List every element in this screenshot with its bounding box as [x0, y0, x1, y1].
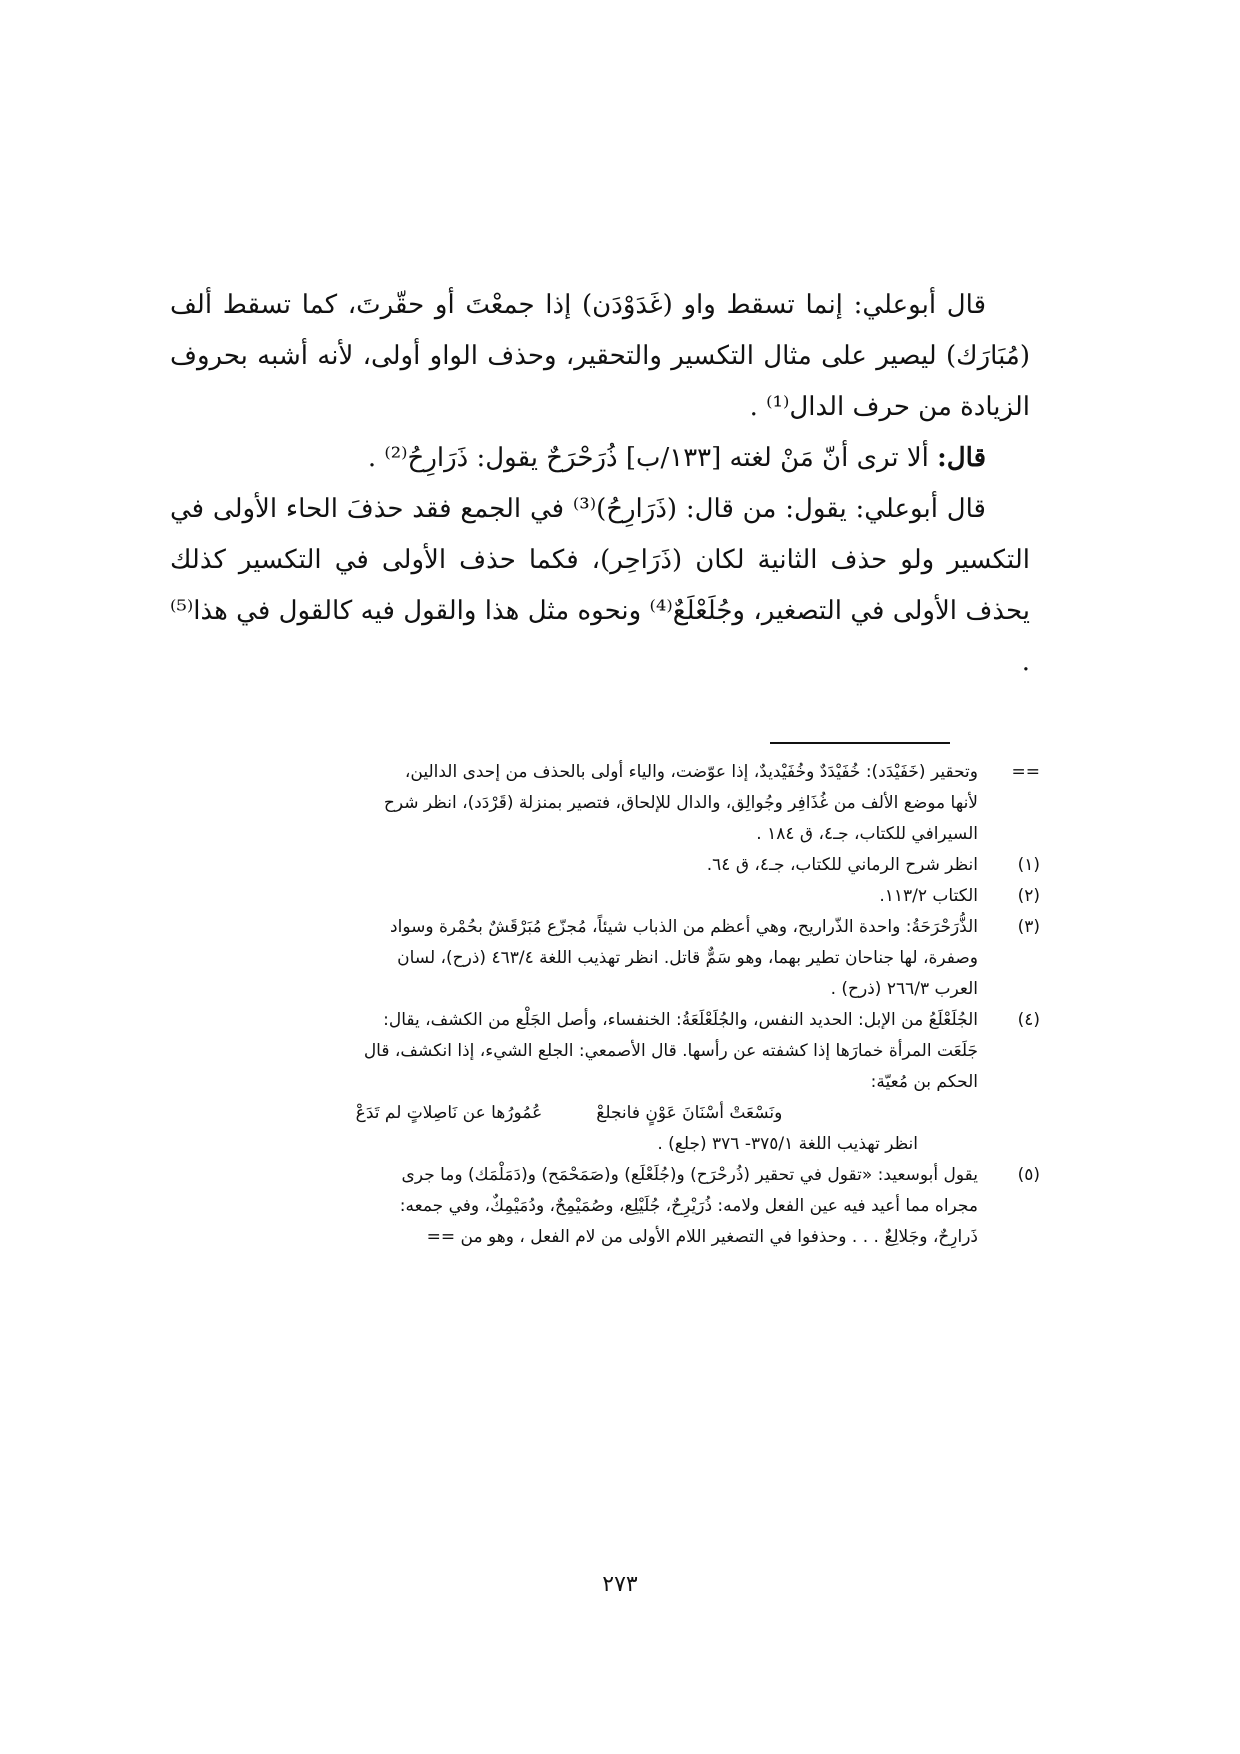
page-number: ٢٧٣ — [602, 1572, 638, 1597]
continuation-marker: == — [1011, 762, 1040, 782]
footnote-body — [160, 1160, 978, 1253]
footnote-line: الذُّرَحْرَحَةُ: واحدة الذّراريح، وهي أعظم من الذباب شيئاً، مُجزّع مُبَرْقَشٌ بحُمْرة وسواد — [390, 917, 978, 937]
footnote-line: وتحقير (خَفَيْدَد): خُفَيْدَدٌ وخُفَيْديدٌ، إذا عوّضت، والياء أولى بالحذف من إحدى الدالين، — [404, 762, 978, 782]
footnote-number: (٢) — [1017, 886, 1040, 906]
footnote-line: جَلَعَت المرأة خمارَها إذا كشفته عن رأسها. قال الأصمعي: الجلع الشيء، إذا انكشف، قال — [363, 1041, 978, 1061]
footnote-body — [160, 881, 978, 912]
main-body-text — [170, 280, 1030, 688]
footnote-line: الكتاب ١١٣/٢. — [879, 886, 978, 906]
footnote-number: (١) — [1017, 855, 1040, 875]
paragraph-text: قال أبوعلي: إنما تسقط واو (غَدَوْدَن) إذا جمعْتَ أو حقّرتَ، كما تسقط ألف (مُبَارَك) ليصير على مثال التكسير والتحقير، وحذف الواو أولى، لأنه أشبه بحروف الزيادة من حرف الدال⁽¹⁾ . — [170, 290, 1030, 422]
paragraph-lead: قال: — [937, 443, 986, 473]
poetry-verse — [160, 1098, 978, 1129]
footnote-body — [160, 1005, 978, 1160]
paragraph-text: ألا ترى أنّ مَنْ لغته [١٣٣/ب] ذُرَحْرَحٌ يقول: ذَرَارِحُ⁽²⁾ . — [367, 443, 938, 473]
footnote-line: وصفرة، لها جناحان تطير بهما، وهو سَمٌّ قاتل. انظر تهذيب اللغة ٤٦٣/٤ (ذرح)، لسان — [397, 948, 978, 968]
footnote-number: (٣) — [1017, 917, 1040, 937]
footnote-separator — [770, 742, 950, 744]
paragraph-1 — [170, 280, 1030, 433]
footnote-body — [160, 912, 978, 1005]
footnote-line: الجُلَعْلَعُ من الإبل: الحديد النفس، والجُلَعْلَعَةُ: الخنفساء، وأصل الجَلْع من الكشف، يقال: — [383, 1010, 978, 1030]
footnote-5 — [160, 1160, 1040, 1253]
footnote-continuation — [160, 757, 1040, 850]
footnote-line: يقول أبوسعيد: «تقول في تحقير (ذُرحْرَح) و(جُلَعْلَع) و(صَمَحْمَح) و(دَمَلْمَك) وما جرى — [401, 1165, 978, 1185]
verse-first-hemistich: ونَسْعَتْ أسْنَانَ عَوْنٍ فانجلعْ — [596, 1103, 783, 1123]
footnote-body — [160, 850, 978, 881]
footnote-line: السيرافي للكتاب، جـ٤، ق ١٨٤ . — [756, 824, 978, 844]
footnote-line: مجراه مما أعيد فيه عين الفعل ولامه: ذُرَيْرِحٌ، جُلَيْلِع، وصُمَيْمِحٌ، ودُمَيْمِكٌ، وفي جمعه: — [399, 1196, 978, 1216]
footnote-4 — [160, 1005, 1040, 1160]
footnote-body — [160, 757, 978, 850]
footnote-citation: انظر تهذيب اللغة ٣٧٥/١- ٣٧٦ (جلع) . — [657, 1134, 918, 1154]
footnote-line: لأنها موضع الألف من غُذَافِر وجُوالِق، والدال للإلحاق، فتصير بمنزلة (قَرْدَد)، انظر شرح — [383, 793, 978, 813]
footnote-1 — [160, 850, 1040, 881]
verse-second-hemistich: عُمُورُها عن نَاصِلاتٍ لم تَدَعْ — [355, 1103, 543, 1123]
footnote-number: (٤) — [1017, 1010, 1040, 1030]
footnote-3 — [160, 912, 1040, 1005]
footnote-line: ذَرارِحٌ، وجَلالِعٌ . . . وحذفوا في التصغير اللام الأولى من لام الفعل ، وهو من == — [426, 1227, 978, 1247]
paragraph-2 — [170, 433, 1030, 484]
footnote-line: العرب ٢٦٦/٣ (ذرح) . — [830, 979, 978, 999]
footnote-line: الحكم بن مُعيّة: — [870, 1072, 978, 1092]
footnote-number: (٥) — [1017, 1165, 1040, 1185]
footnote-2 — [160, 881, 1040, 912]
paragraph-text: قال أبوعلي: يقول: من قال: (ذَرَارِحُ)⁽³⁾ في الجمع فقد حذفَ الحاء الأولى في التكسير ولو حذف الثانية لكان (ذَرَاحِر)، فكما حذف الأولى في التكسير كذلك يحذف الأولى في التصغير، وجُلَعْلَعٌ⁽⁴⁾ ونحوه مثل هذا والقول فيه كالقول في هذا⁽⁵⁾ . — [170, 494, 1030, 677]
paragraph-3 — [170, 484, 1030, 688]
footnotes — [160, 757, 1040, 1253]
footnote-line: انظر شرح الرماني للكتاب، جـ٤، ق ٦٤. — [706, 855, 978, 875]
